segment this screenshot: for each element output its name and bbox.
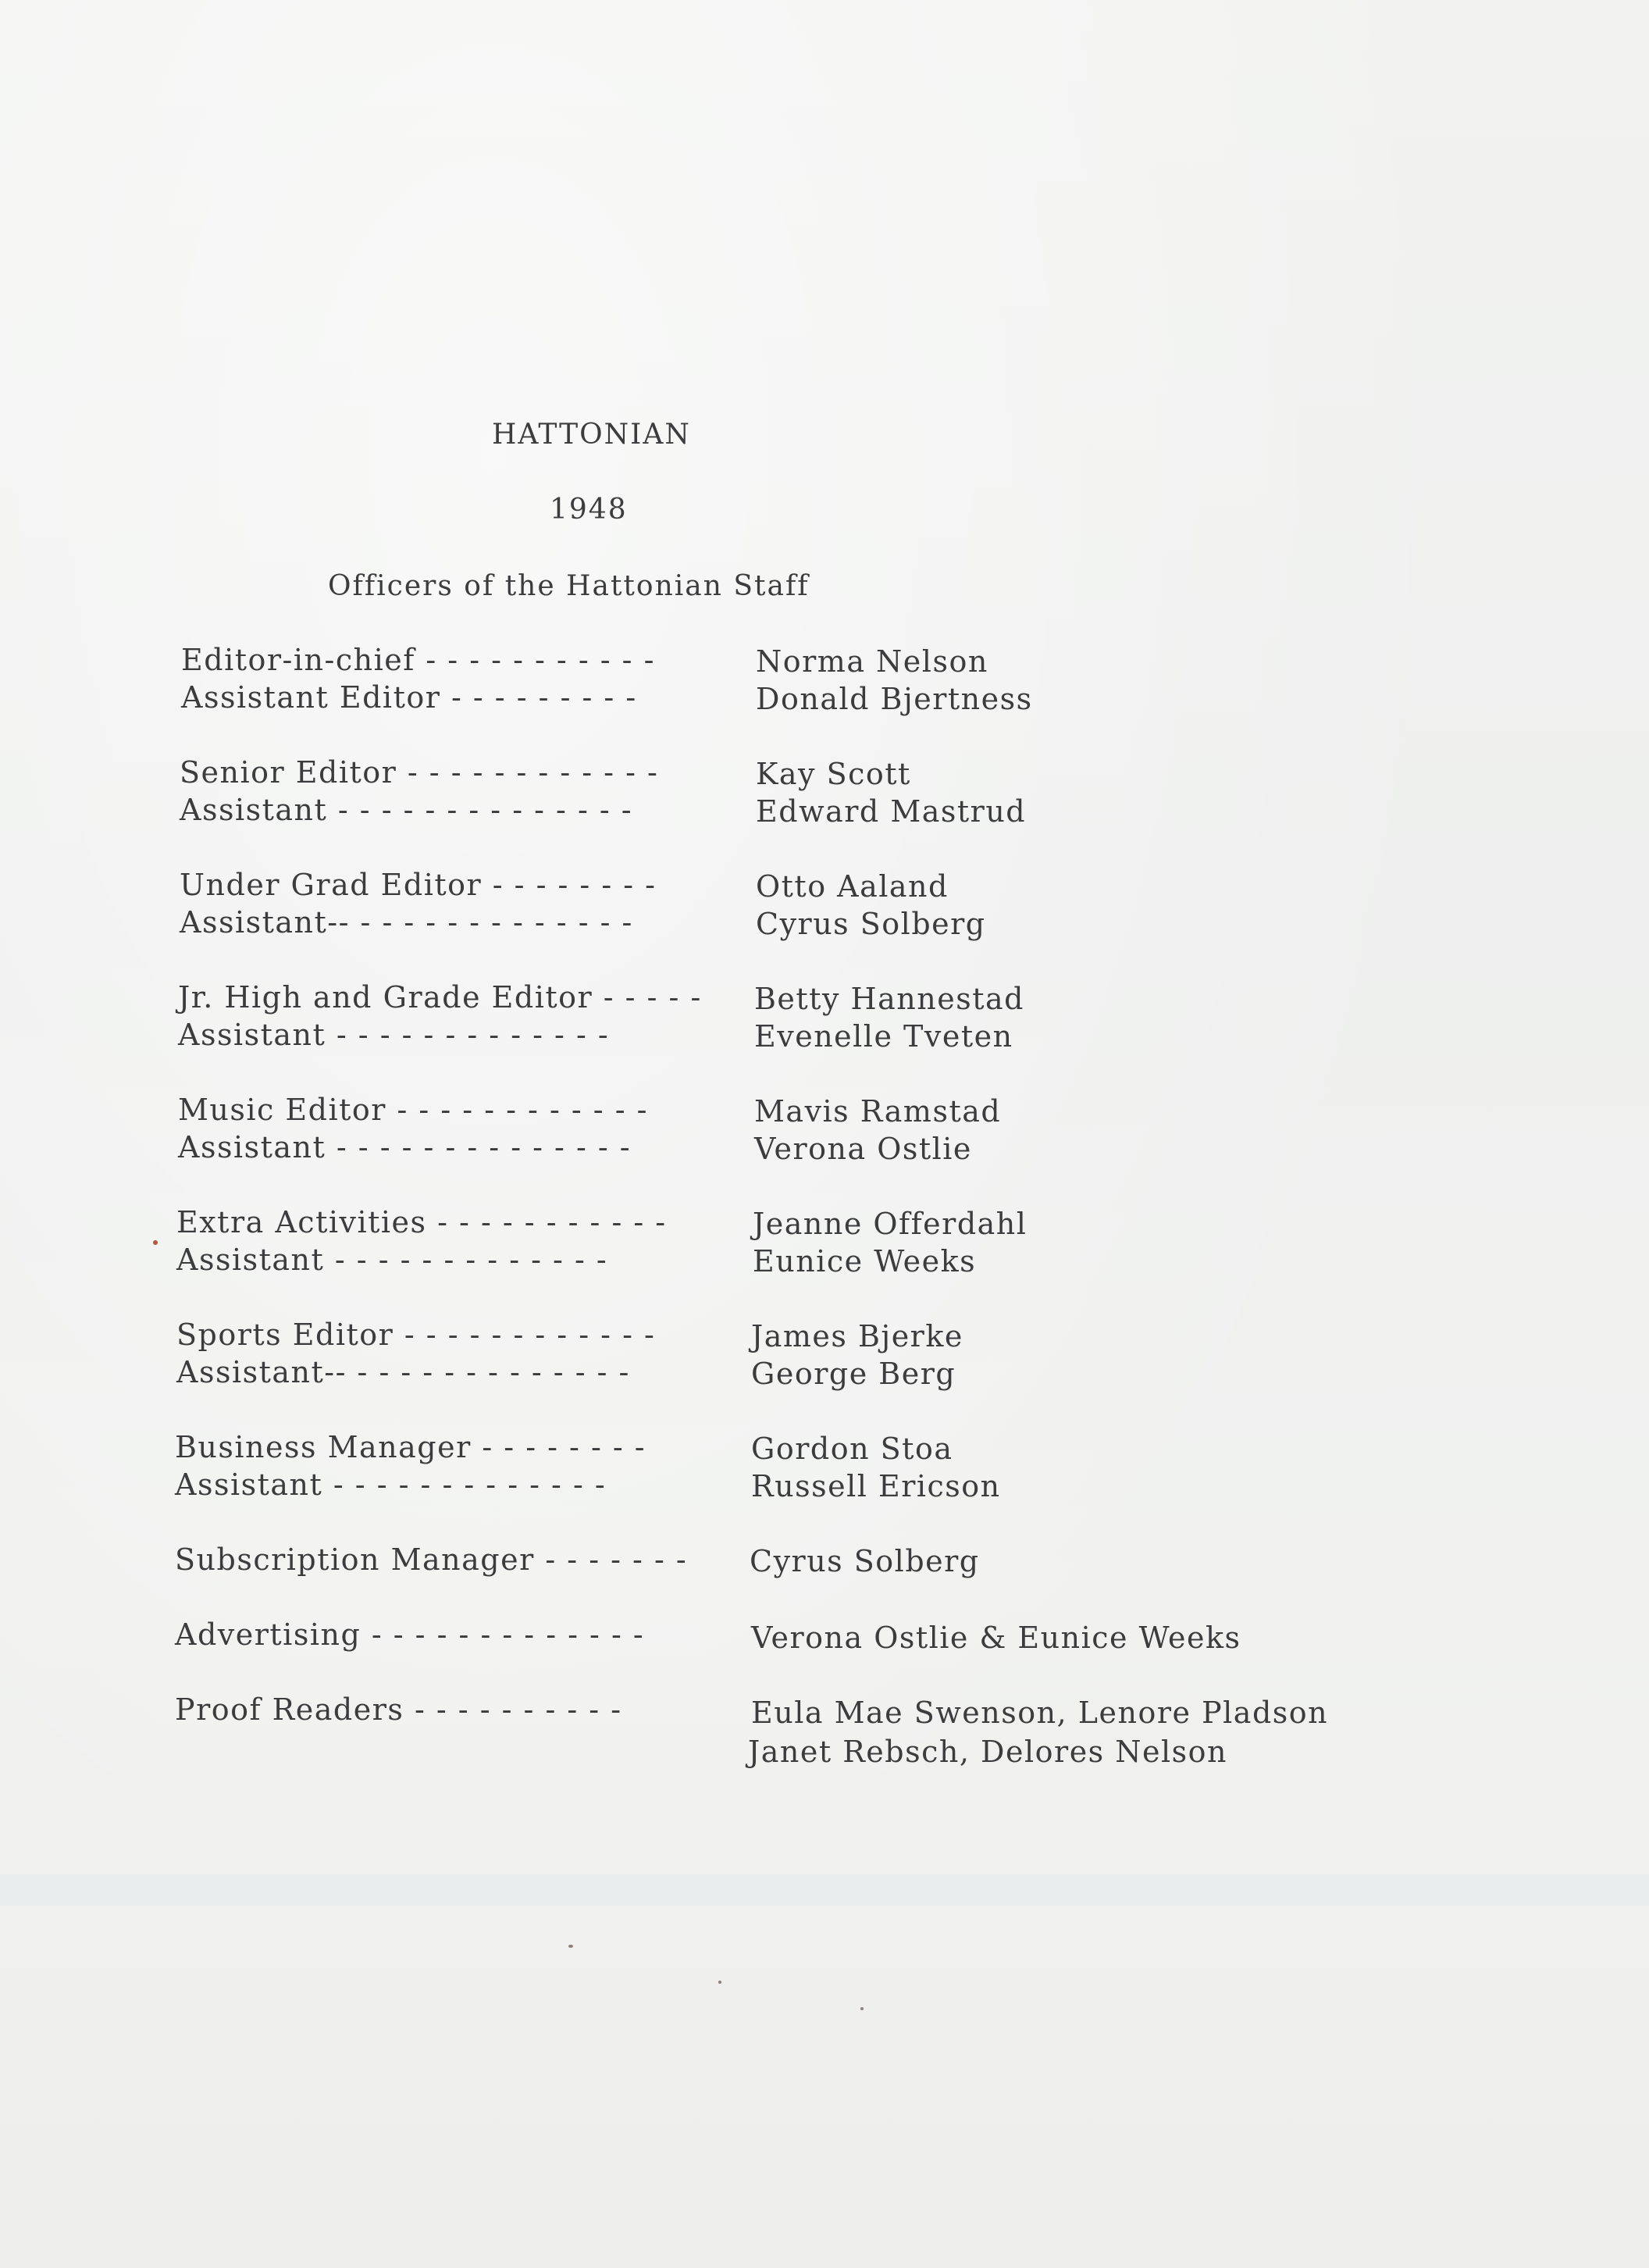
role-label: Subscription Manager xyxy=(175,1542,535,1577)
dot-leader: - - - - - - - - - - - - - xyxy=(324,1243,608,1277)
role-label: Assistant xyxy=(178,1130,326,1164)
role-assistant-editor xyxy=(181,680,637,715)
name-under-grad-editor: Otto Aaland xyxy=(756,869,949,904)
dot-leader: - - - - - - - - xyxy=(482,868,657,902)
role-under-grad-assistant xyxy=(180,905,633,940)
name-advertising: Verona Ostlie & Eunice Weeks xyxy=(751,1621,1241,1655)
role-label: Assistant xyxy=(175,1467,323,1502)
dot-leader: - - - - - - - - - - - - - xyxy=(361,1617,645,1652)
dot-leader: - - - - - - - - - - - - - xyxy=(349,905,633,940)
dot-leader: - - - - - - - - - - - - xyxy=(386,1093,648,1127)
name-assistant-editor: Donald Bjertness xyxy=(756,682,1033,716)
name-senior-assistant: Edward Mastrud xyxy=(756,794,1027,829)
role-subscription-manager xyxy=(175,1542,688,1577)
role-advertising xyxy=(175,1617,645,1652)
role-label: Assistant xyxy=(176,1243,325,1277)
paper-speck xyxy=(568,1945,573,1948)
role-label: Business Manager xyxy=(175,1430,472,1464)
role-extra-assistant xyxy=(176,1245,607,1275)
role-editor-in-chief xyxy=(181,645,655,675)
name-proof-readers-cont: Janet Rebsch, Delores Nelson xyxy=(748,1735,1228,1769)
role-label: Assistant-- xyxy=(176,1355,347,1389)
role-label: Editor-in-chief xyxy=(181,643,415,677)
name-extra-assistant: Eunice Weeks xyxy=(753,1244,977,1278)
year: 1948 xyxy=(550,494,628,526)
name-subscription-manager: Cyrus Solberg xyxy=(750,1544,980,1578)
name-extra-activities: Jeanne Offerdahl xyxy=(753,1207,1028,1241)
dot-leader: - - - - - - - - - - - - - xyxy=(322,1467,607,1502)
role-label: Assistant Editor xyxy=(181,680,441,715)
name-sports-editor: James Bjerke xyxy=(751,1319,963,1353)
paper-speck xyxy=(860,2007,864,2010)
name-jr-high-assistant: Evenelle Tveten xyxy=(754,1019,1013,1054)
dot-leader: - - - - - - - - - - xyxy=(404,1692,622,1727)
role-label: Extra Activities xyxy=(176,1205,427,1239)
role-music-assistant xyxy=(178,1132,631,1162)
role-label: Assistant-- xyxy=(180,905,350,940)
role-label: Assistant xyxy=(178,1018,326,1052)
role-under-grad-editor xyxy=(180,870,657,900)
role-label: Sports Editor xyxy=(176,1318,394,1352)
role-label: Music Editor xyxy=(178,1093,386,1127)
dot-leader: - - - - - - - - xyxy=(471,1430,646,1464)
name-jr-high-editor: Betty Hannestad xyxy=(754,982,1024,1016)
role-label: Jr. High and Grade Editor xyxy=(178,980,593,1015)
role-extra-activities xyxy=(176,1207,667,1237)
paper-speck xyxy=(153,1240,158,1245)
name-proof-readers: Eula Mae Swenson, Lenore Pladson xyxy=(751,1696,1329,1730)
dot-leader: - - - - - - - - - - - - - - xyxy=(326,1130,632,1164)
role-senior-editor xyxy=(180,755,659,790)
name-under-grad-assistant: Cyrus Solberg xyxy=(756,907,986,941)
name-music-assistant: Verona Ostlie xyxy=(754,1132,972,1166)
role-label: Proof Readers xyxy=(175,1692,404,1727)
paper-speck xyxy=(718,1981,721,1984)
dot-leader: - - - - - - - - - - - - xyxy=(394,1318,656,1352)
dot-leader: - - - - - - - - - - - xyxy=(426,1205,667,1239)
name-music-editor: Mavis Ramstad xyxy=(754,1094,1002,1129)
role-senior-assistant xyxy=(180,795,632,825)
dot-leader: - - - - - - - - - - - xyxy=(415,643,655,677)
role-music-editor xyxy=(178,1095,648,1125)
role-label: Under Grad Editor xyxy=(180,868,483,902)
role-sports-assistant xyxy=(176,1357,630,1387)
dot-leader: - - - - - - - - - - - - xyxy=(397,755,659,790)
role-business-manager xyxy=(175,1432,646,1462)
dot-leader: - - - - - - - - - - - - - xyxy=(326,1018,610,1052)
dot-leader: - - - - - xyxy=(593,980,702,1015)
name-business-assistant: Russell Ericson xyxy=(751,1469,1001,1503)
staff-heading: Officers of the Hattonian Staff xyxy=(328,570,810,602)
dot-leader: - - - - - - - - - xyxy=(440,680,637,715)
role-jr-high-editor xyxy=(178,980,702,1015)
name-business-manager: Gordon Stoa xyxy=(751,1432,953,1466)
role-sports-editor xyxy=(176,1320,655,1350)
role-business-assistant xyxy=(175,1467,607,1502)
role-label: Assistant xyxy=(180,793,328,827)
dot-leader: - - - - - - - - - - - - - xyxy=(346,1355,630,1389)
name-editor-in-chief: Norma Nelson xyxy=(756,644,988,679)
name-senior-editor: Kay Scott xyxy=(756,757,911,791)
role-proof-readers xyxy=(175,1692,622,1727)
name-sports-assistant: George Berg xyxy=(751,1357,956,1391)
dot-leader: - - - - - - - xyxy=(534,1542,688,1577)
role-label: Advertising xyxy=(175,1617,361,1652)
role-label: Senior Editor xyxy=(180,755,397,790)
role-jr-high-assistant xyxy=(178,1020,609,1050)
paper-tone-band xyxy=(0,1874,1649,1906)
dot-leader: - - - - - - - - - - - - - - xyxy=(327,793,633,827)
page-title: HATTONIAN xyxy=(492,419,691,451)
